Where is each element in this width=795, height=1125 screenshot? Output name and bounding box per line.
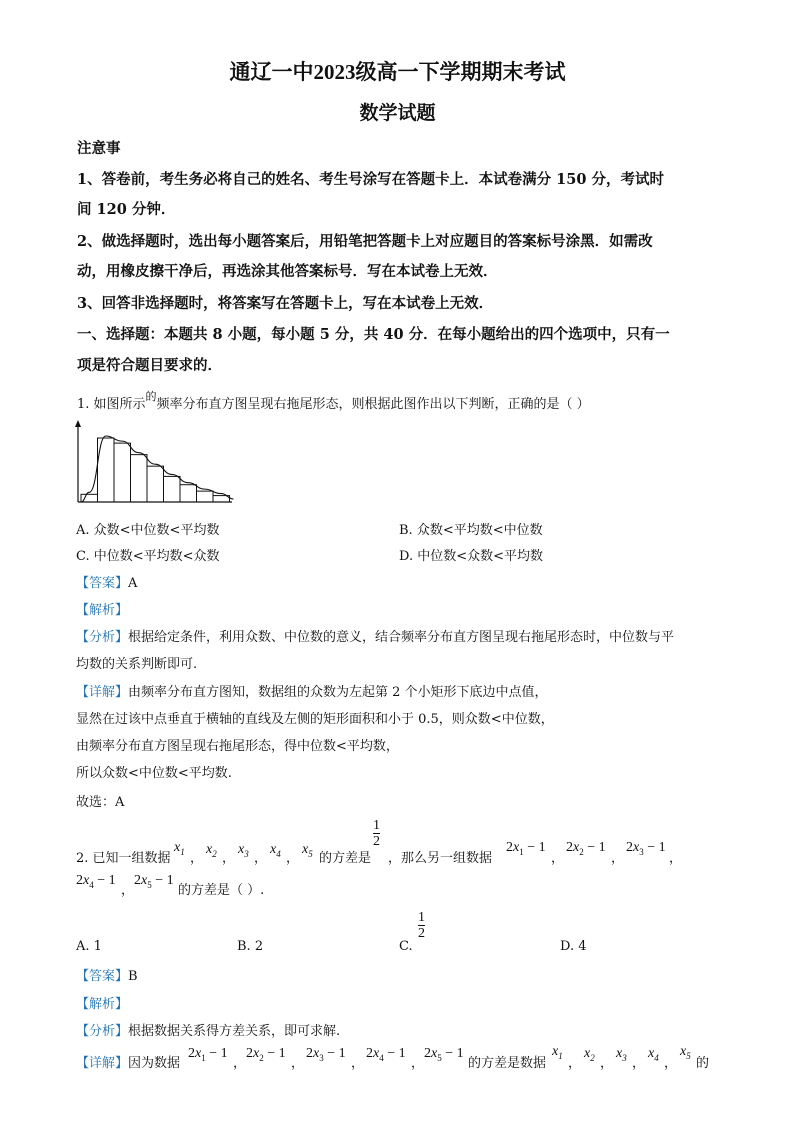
histogram-bar — [131, 455, 148, 502]
q1-answer — [76, 572, 137, 591]
q2-analysis-tag: 【解析】 — [76, 997, 129, 1012]
q2-x3: $x_3$ — [238, 842, 249, 859]
q2-x1: $x_1$ — [174, 840, 185, 857]
q1-fenxi-line-1 — [76, 626, 674, 645]
q1-xiangjie-line-2: 显然在过该中点垂直于横轴的直线及左侧的矩形面积和小于 0.5，则众数<中位数， — [76, 712, 554, 727]
q2-xj-expr-4: $2x_4 - 1$ — [366, 1046, 406, 1063]
histogram-bar — [114, 443, 131, 502]
q2-xj-x4: $x_4$ — [648, 1046, 659, 1063]
q2-x5: $x_5$ — [302, 842, 313, 859]
notice-line-1: 1、答卷前，考生务必将自己的姓名、考生号涂写在答题卡上．本试卷满分 150 分，考试时 — [77, 171, 664, 188]
q2-xj-expr-3: $2x_3 - 1$ — [306, 1046, 346, 1063]
notice-line-2: 间 120 分钟． — [77, 201, 176, 218]
q2-xiangjie-b: 的方差是数据 — [468, 1056, 547, 1071]
q1-stem-part-b: 频率分布直方图呈现右拖尾形态，则根据此图作出以下判断，正确的是（ ） — [156, 397, 590, 412]
q2-answer — [76, 965, 138, 984]
section-heading-line-1: 一、选择题：本题共 8 小题，每小题 5 分，共 40 分．在每小题给出的四个选项中，只有一 — [77, 326, 670, 343]
q2-xj-expr-2: $2x_2 - 1$ — [246, 1046, 286, 1063]
q2-answer-tag: 【答案】 — [76, 969, 129, 984]
notice-line-3: 2、做选择题时，选出每小题答案后，用铅笔把答题卡上对应题目的答案标号涂黑．如需改 — [77, 233, 653, 250]
q1-option-c: C. 中位数<平均数<众数 — [76, 549, 220, 564]
histogram-bar — [147, 466, 164, 502]
histogram-figure — [70, 418, 240, 508]
q2-option-c: C. — [399, 939, 413, 954]
q1-stem-de: 的 — [145, 390, 157, 403]
q2-expr-3: $2x_3 - 1$ — [626, 840, 666, 857]
q2-xj-x2: $x_2$ — [584, 1046, 595, 1063]
q1-answer-tag: 【答案】 — [76, 576, 129, 591]
q2-xiangjie-a: 因为数据 — [128, 1056, 181, 1071]
q1-option-b: B. 众数<平均数<中位数 — [399, 523, 543, 538]
section-heading-line-2: 项是符合题目要求的． — [77, 357, 222, 374]
histogram-bar — [197, 491, 214, 502]
q2-fenxi-line — [76, 1020, 340, 1039]
notice-heading: 注意事 — [77, 140, 121, 157]
page-title: 通辽一中2023级高一下学期期末考试 — [229, 60, 566, 84]
q1-xiangjie-line-4: 所以众数<中位数<平均数. — [76, 766, 232, 781]
q2-xiangjie-line: 【详解】因为数据 $2x_1 - 1$ ， $2x_2 - 1$ ， $2x_3 - 1$ ， $2x_4 - 1$ ， $2x_5 - 1$ 的方差是数据 $x_1$ ， $x_2$ ， $x_3$ ， $x_4$ ， $x_5$ 的 — [76, 1044, 710, 1071]
q1-xiangjie-line-1 — [76, 681, 548, 700]
q2-option-a: A. 1 — [76, 939, 102, 954]
q1-xiangjie-text-1: 由频率分布直方图知，数据组的众数为左起第 2 个小矩形下底边中点值， — [128, 685, 548, 700]
q1-stem-part-a: 1. 如图所示 — [77, 397, 146, 412]
histogram-bar — [164, 476, 181, 502]
q2-stem-var-text: 的方差是 — [319, 851, 372, 866]
q2-xj-expr-5: $2x_5 - 1$ — [424, 1046, 464, 1063]
q2-expr-1: $2x_1 - 1$ — [506, 840, 546, 857]
q1-option-d: D. 中位数<众数<平均数 — [399, 549, 544, 564]
q1-analysis-tag: 【解析】 — [76, 603, 129, 618]
q2-xiangjie-c: 的 — [696, 1056, 710, 1071]
q2-xj-x3: $x_3$ — [616, 1046, 627, 1063]
notice-line-5: 3、回答非选择题时，将答案写在答题卡上，写在本试卷上无效． — [77, 295, 494, 312]
q2-fenxi-tag: 【分析】 — [76, 1024, 129, 1039]
q2-option-b: B. 2 — [237, 939, 264, 954]
q1-fenxi-text-1: 根据给定条件，利用众数、中位数的意义，结合频率分布直方图呈现右拖尾形态时，中位数与平 — [128, 630, 675, 645]
q2-stem-b: ，那么另一组数据 — [388, 851, 493, 866]
q1-xiangjie-tag: 【详解】 — [76, 685, 129, 700]
notice-line-4: 动，用橡皮擦干净后，再选涂其他答案标号．写在本试卷上无效． — [77, 263, 498, 280]
q2-option-c-fraction: $\frac{1}{2}$ — [418, 910, 425, 941]
density-curve — [81, 436, 234, 502]
page-subtitle: 数学试题 — [359, 103, 436, 124]
q1-fenxi-tag: 【分析】 — [76, 630, 129, 645]
q1-fenxi-line-2: 均数的关系判断即可. — [76, 657, 198, 672]
q1-xiangjie-line-3: 由频率分布直方图呈现右拖尾形态，得中位数<平均数， — [76, 739, 399, 754]
q2-expr-2: $2x_2 - 1$ — [566, 840, 606, 857]
y-axis-arrow — [75, 420, 81, 427]
q2-xj-x5: $x_5$ — [680, 1044, 691, 1061]
q2-fenxi-text: 根据数据关系得方差关系，即可求解. — [128, 1024, 341, 1039]
q2-xiangjie-tag: 【详解】 — [76, 1056, 129, 1071]
histogram-bars — [81, 438, 230, 502]
q2-expr-4: $2x_4 - 1$ — [76, 873, 116, 890]
q2-stem-a: 2. 已知一组数据 — [76, 851, 171, 866]
q2-xj-expr-1: $2x_1 - 1$ — [188, 1046, 228, 1063]
q2-x4: $x_4$ — [270, 842, 281, 859]
q2-stem-c: 的方差是（ ）. — [178, 883, 265, 898]
histogram-bar — [180, 485, 197, 502]
q2-x2: $x_2$ — [206, 842, 217, 859]
q1-stem — [77, 390, 590, 412]
q1-option-a: A. 众数<中位数<平均数 — [76, 523, 220, 538]
q2-fraction-half: $\frac{1}{2}$ — [373, 818, 380, 849]
q1-answer-value: A — [128, 576, 138, 591]
q2-xj-x1: $x_1$ — [552, 1044, 563, 1061]
q2-option-d: D. 4 — [560, 939, 587, 954]
q2-answer-value: B — [128, 969, 138, 984]
q1-choose: 故选：A — [76, 795, 125, 810]
q2-expr-5: $2x_5 - 1$ — [134, 873, 174, 890]
